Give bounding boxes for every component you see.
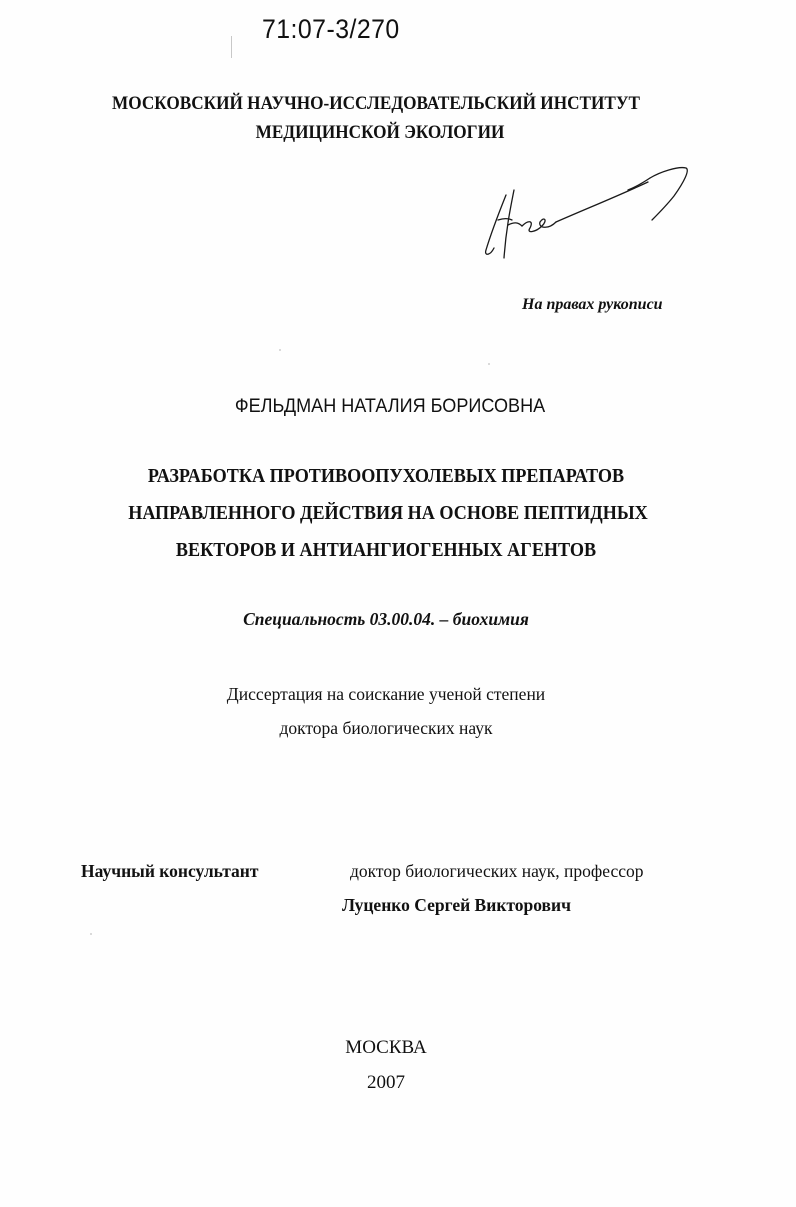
handwritten-signature (478, 160, 698, 270)
scan-speck (279, 349, 281, 351)
dissertation-title-line-1: РАЗРАБОТКА ПРОТИВООПУХОЛЕВЫХ ПРЕПАРАТОВ (147, 466, 625, 487)
dissertation-title-line-3: ВЕКТОРОВ И АНТИАНГИОГЕННЫХ АГЕНТОВ (175, 540, 597, 561)
specialty-line: Специальность 03.00.04. – биохимия (243, 609, 529, 629)
consultant-label: Научный консультант (81, 861, 259, 881)
catalog-number: 71:07-3/270 (262, 14, 400, 44)
author-name: ФЕЛЬДМАН НАТАЛИЯ БОРИСОВНА (234, 396, 546, 417)
consultant-degree: доктор биологических наук, профессор (350, 861, 644, 881)
city: МОСКВА (345, 1037, 427, 1058)
scan-speck (488, 363, 490, 365)
institute-name-line-1: МОСКОВСКИЙ НАУЧНО-ИССЛЕДОВАТЕЛЬСКИЙ ИНСТИТУТ (112, 94, 640, 114)
margin-mark (231, 36, 232, 58)
degree-line-2: доктора биологических наук (279, 718, 493, 738)
year: 2007 (367, 1072, 405, 1093)
manuscript-rights-note: На правах рукописи (522, 296, 663, 313)
institute-name-line-2: МЕДИЦИНСКОЙ ЭКОЛОГИИ (255, 123, 505, 143)
scan-speck (90, 933, 92, 935)
dissertation-title-line-2: НАПРАВЛЕННОГО ДЕЙСТВИЯ НА ОСНОВЕ ПЕПТИДНЫХ (128, 503, 648, 524)
consultant-name: Луценко Сергей Викторович (342, 895, 571, 915)
degree-line-1: Диссертация на соискание ученой степени (226, 684, 546, 704)
